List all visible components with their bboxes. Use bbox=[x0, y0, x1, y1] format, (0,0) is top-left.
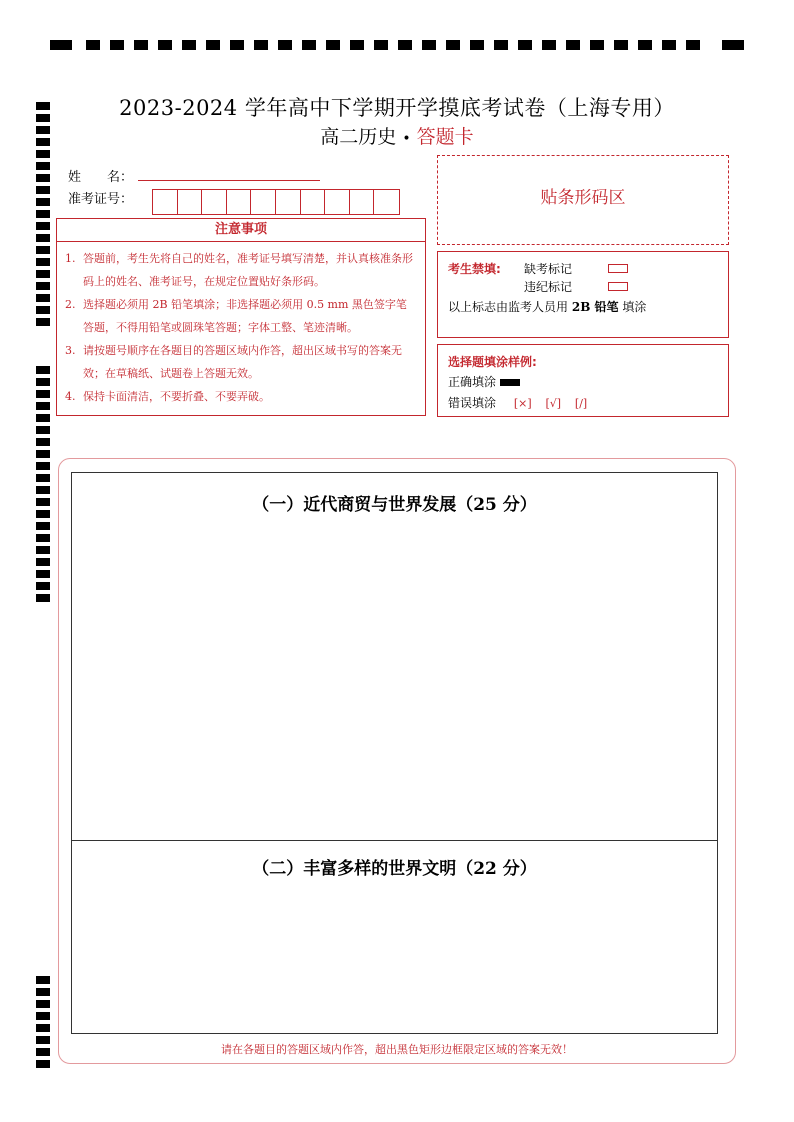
timing-mark bbox=[36, 522, 50, 530]
timing-mark bbox=[230, 40, 244, 50]
notice-item bbox=[65, 385, 417, 408]
timing-mark bbox=[722, 40, 744, 50]
notice-item-text: 答题前，考生先将自己的姓名，准考证号填写清楚，并认真核准条形码上的姓名、准考证号，在规定位置贴好条形码。 bbox=[83, 252, 413, 288]
timing-mark bbox=[422, 40, 436, 50]
timing-mark bbox=[134, 40, 148, 50]
section-2-title: （二）丰富多样的世界文明（22 分） bbox=[252, 859, 537, 879]
timing-mark bbox=[36, 186, 50, 194]
timing-mark bbox=[36, 534, 50, 542]
notice-item-number: 3. bbox=[65, 344, 76, 357]
timing-mark bbox=[446, 40, 460, 50]
timing-mark bbox=[36, 988, 50, 996]
notice-item-number: 1. bbox=[65, 252, 76, 265]
timing-mark bbox=[86, 40, 100, 50]
sample-heading: 选择题填涂样例: bbox=[448, 355, 537, 369]
timing-mark bbox=[158, 40, 172, 50]
timing-mark bbox=[36, 318, 50, 326]
notice-item bbox=[65, 247, 417, 293]
barcode-area[interactable]: 贴条形码区 bbox=[437, 155, 729, 245]
timing-mark bbox=[36, 198, 50, 206]
timing-mark bbox=[326, 40, 340, 50]
notice-item-text: 选择题必须用 2B 铅笔填涂；非选择题必须用 0.5 mm 黑色签字笔答题，不得用铅笔或圆珠笔答题；字体工整、笔迹清晰。 bbox=[83, 298, 407, 334]
timing-mark bbox=[206, 40, 220, 50]
absent-label: 缺考标记 bbox=[524, 262, 573, 276]
name-label: 姓 名： bbox=[68, 170, 134, 185]
proctor-note-pre: 以上标志由监考人员用 bbox=[448, 300, 569, 314]
timing-mark bbox=[470, 40, 484, 50]
id-digit-box[interactable] bbox=[301, 190, 326, 214]
exam-subtitle bbox=[0, 122, 794, 149]
notice-item bbox=[65, 339, 417, 385]
timing-mark bbox=[36, 570, 50, 578]
violation-mark-box[interactable] bbox=[608, 282, 628, 291]
timing-mark bbox=[36, 414, 50, 422]
id-digit-box[interactable] bbox=[227, 190, 252, 214]
timing-mark bbox=[566, 40, 580, 50]
timing-mark bbox=[614, 40, 628, 50]
fill-sample-box bbox=[437, 344, 729, 417]
id-digit-box[interactable] bbox=[350, 190, 375, 214]
correct-fill-mark bbox=[500, 379, 520, 386]
timing-mark bbox=[36, 498, 50, 506]
timing-mark bbox=[182, 40, 196, 50]
timing-mark bbox=[542, 40, 556, 50]
timing-mark bbox=[36, 1012, 50, 1020]
absent-mark-box[interactable] bbox=[608, 264, 628, 273]
timing-mark bbox=[36, 270, 50, 278]
card-label: 答题卡 bbox=[416, 126, 474, 148]
id-digit-box[interactable] bbox=[153, 190, 178, 214]
correct-fill-label: 正确填涂 bbox=[448, 375, 497, 389]
timing-mark bbox=[302, 40, 316, 50]
section-divider bbox=[71, 840, 718, 841]
timing-mark bbox=[36, 426, 50, 434]
timing-mark bbox=[36, 366, 50, 374]
correct-fill-row bbox=[448, 373, 520, 390]
timing-mark bbox=[374, 40, 388, 50]
notice-item-text: 保持卡面清洁，不要折叠、不要弄破。 bbox=[83, 390, 270, 403]
timing-mark bbox=[36, 462, 50, 470]
timing-mark bbox=[36, 162, 50, 170]
timing-mark bbox=[494, 40, 508, 50]
timing-mark bbox=[36, 222, 50, 230]
timing-mark bbox=[254, 40, 268, 50]
timing-mark bbox=[350, 40, 364, 50]
wrong-fill-row bbox=[448, 394, 597, 411]
timing-mark bbox=[50, 40, 72, 50]
id-digit-box[interactable] bbox=[325, 190, 350, 214]
wrong-mark-cross: [×] bbox=[513, 397, 532, 410]
timing-mark bbox=[36, 306, 50, 314]
timing-mark bbox=[36, 582, 50, 590]
subject-name: 高二历史 bbox=[320, 126, 397, 148]
timing-mark bbox=[110, 40, 124, 50]
timing-mark bbox=[398, 40, 412, 50]
timing-mark bbox=[36, 234, 50, 242]
timing-mark bbox=[36, 486, 50, 494]
timing-mark bbox=[590, 40, 604, 50]
violation-label: 违纪标记 bbox=[524, 280, 573, 294]
id-digit-box[interactable] bbox=[374, 190, 399, 214]
proctor-note-post: 填涂 bbox=[622, 300, 647, 314]
separator-dot: • bbox=[402, 131, 411, 147]
timing-mark bbox=[36, 438, 50, 446]
timing-mark bbox=[662, 40, 676, 50]
wrong-mark-slash: [/] bbox=[574, 397, 588, 410]
timing-mark bbox=[36, 976, 50, 984]
footer-warning: 请在各题目的答题区域内作答，超出黑色矩形边框限定区域的答案无效！ bbox=[221, 1043, 573, 1056]
proctor-marks-box bbox=[437, 251, 729, 338]
notice-box bbox=[56, 218, 426, 416]
timing-mark bbox=[36, 402, 50, 410]
timing-mark bbox=[36, 210, 50, 218]
id-digit-box[interactable] bbox=[202, 190, 227, 214]
timing-marks-top bbox=[50, 38, 744, 52]
exam-title: 2023-2024 学年高中下学期开学摸底考试卷（上海专用） bbox=[119, 96, 675, 120]
timing-mark bbox=[36, 510, 50, 518]
name-field[interactable] bbox=[138, 180, 320, 181]
proctor-note bbox=[448, 298, 646, 315]
timing-mark bbox=[686, 40, 700, 50]
proctor-note-bold: 2B 铅笔 bbox=[571, 300, 619, 314]
notice-item-text: 请按题号顺序在各题目的答题区域内作答，超出区域书写的答案无效；在草稿纸、试题卷上答题无效。 bbox=[83, 344, 402, 380]
timing-mark bbox=[36, 390, 50, 398]
timing-mark bbox=[36, 1060, 50, 1068]
wrong-mark-check: [√] bbox=[545, 397, 562, 410]
timing-mark bbox=[36, 258, 50, 266]
notice-item-number: 2. bbox=[65, 298, 76, 311]
id-digit-box[interactable] bbox=[276, 190, 301, 214]
notice-item bbox=[65, 293, 417, 339]
timing-mark bbox=[638, 40, 652, 50]
wrong-fill-label: 错误填涂 bbox=[448, 396, 497, 410]
timing-mark bbox=[518, 40, 532, 50]
timing-mark bbox=[36, 594, 50, 602]
section-1-title: （一）近代商贸与世界发展（25 分） bbox=[252, 495, 537, 515]
notice-list bbox=[57, 242, 425, 408]
id-digit-box[interactable] bbox=[178, 190, 203, 214]
id-number-boxes[interactable] bbox=[152, 189, 400, 215]
id-label: 准考证号： bbox=[68, 192, 134, 207]
answer-region[interactable] bbox=[71, 472, 718, 1034]
proctor-heading: 考生禁填: bbox=[448, 262, 501, 276]
timing-mark bbox=[36, 450, 50, 458]
timing-mark bbox=[36, 378, 50, 386]
timing-mark bbox=[36, 174, 50, 182]
id-digit-box[interactable] bbox=[251, 190, 276, 214]
timing-mark bbox=[36, 294, 50, 302]
timing-mark bbox=[36, 546, 50, 554]
timing-mark bbox=[278, 40, 292, 50]
timing-mark bbox=[36, 558, 50, 566]
timing-mark bbox=[36, 474, 50, 482]
timing-mark bbox=[36, 1024, 50, 1032]
notice-heading: 注意事项 bbox=[57, 219, 425, 242]
timing-mark bbox=[36, 1000, 50, 1008]
timing-mark bbox=[36, 282, 50, 290]
timing-mark bbox=[36, 246, 50, 254]
notice-item-number: 4. bbox=[65, 390, 76, 403]
timing-mark bbox=[36, 150, 50, 158]
